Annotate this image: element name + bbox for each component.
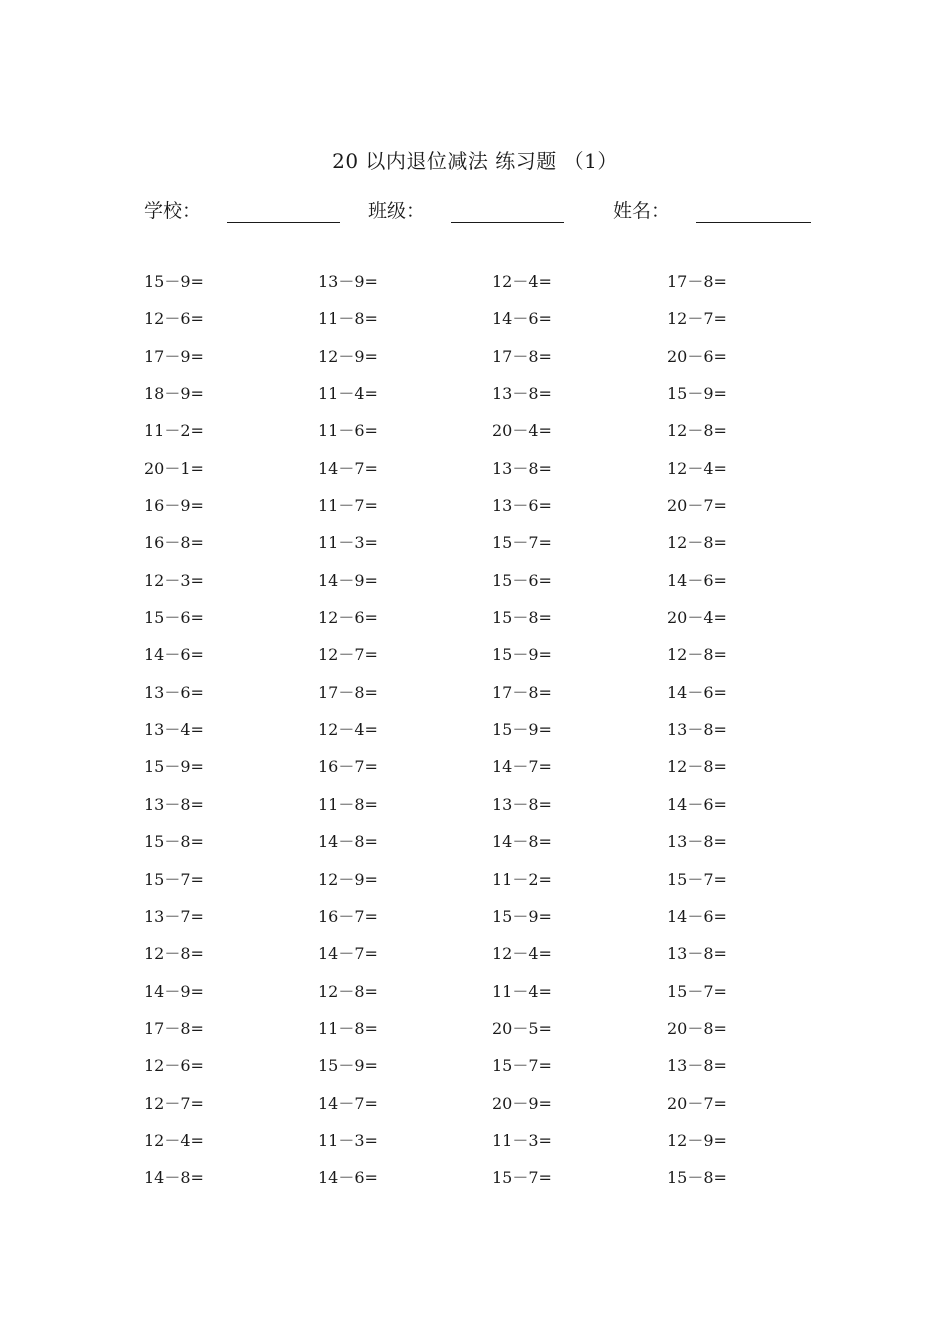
subtraction-problem: 13－8= xyxy=(492,458,552,478)
subtraction-problem: 15－9= xyxy=(318,1056,378,1076)
subtraction-problem: 14－8= xyxy=(492,832,552,852)
subtraction-problem: 15－9= xyxy=(492,906,552,926)
problem-row xyxy=(0,716,950,753)
subtraction-problem: 17－8= xyxy=(492,346,552,366)
subtraction-problem: 20－4= xyxy=(492,421,552,441)
class-field xyxy=(368,197,564,225)
subtraction-problem: 13－8= xyxy=(492,794,552,814)
subtraction-problem: 11－2= xyxy=(492,869,552,889)
subtraction-problem: 15－7= xyxy=(144,869,204,889)
subtraction-problem: 11－6= xyxy=(318,421,378,441)
problem-row xyxy=(0,866,950,903)
problem-row xyxy=(0,343,950,380)
subtraction-problem: 13－8= xyxy=(667,944,727,964)
subtraction-problem: 14－6= xyxy=(667,570,727,590)
problem-row xyxy=(0,1052,950,1089)
subtraction-problem: 12－7= xyxy=(144,1093,204,1113)
subtraction-problem: 20－7= xyxy=(667,496,727,516)
subtraction-problem: 13－8= xyxy=(144,794,204,814)
subtraction-problem: 20－5= xyxy=(492,1018,552,1038)
subtraction-problem: 13－6= xyxy=(492,496,552,516)
subtraction-problem: 13－9= xyxy=(318,272,378,291)
problem-row xyxy=(0,791,950,828)
subtraction-problem: 14－6= xyxy=(667,682,727,702)
subtraction-problem: 14－6= xyxy=(144,645,204,665)
problem-row xyxy=(0,753,950,790)
student-info-row xyxy=(0,197,950,231)
subtraction-problem: 15－7= xyxy=(492,1056,552,1076)
subtraction-problem: 12－9= xyxy=(318,346,378,366)
subtraction-problem: 20－8= xyxy=(667,1018,727,1038)
problem-row xyxy=(0,380,950,417)
subtraction-problem: 15－6= xyxy=(492,570,552,590)
subtraction-problem: 12－4= xyxy=(144,1130,204,1150)
problem-grid xyxy=(0,268,950,1202)
subtraction-problem: 17－8= xyxy=(667,272,727,291)
class-label: 班级： xyxy=(368,200,426,222)
subtraction-problem: 12－4= xyxy=(492,272,552,291)
subtraction-problem: 12－4= xyxy=(667,458,727,478)
subtraction-problem: 13－8= xyxy=(667,1056,727,1076)
subtraction-problem: 14－8= xyxy=(144,1168,204,1188)
subtraction-problem: 11－3= xyxy=(318,533,378,553)
problem-row xyxy=(0,455,950,492)
subtraction-problem: 14－6= xyxy=(318,1168,378,1188)
problem-row xyxy=(0,1127,950,1164)
class-blank-line[interactable] xyxy=(451,222,564,223)
subtraction-problem: 15－7= xyxy=(492,1168,552,1188)
problem-row xyxy=(0,268,950,305)
subtraction-problem: 16－9= xyxy=(144,496,204,516)
subtraction-problem: 11－8= xyxy=(318,794,378,814)
problem-row xyxy=(0,940,950,977)
name-blank-line[interactable] xyxy=(696,222,811,223)
subtraction-problem: 12－3= xyxy=(144,570,204,590)
subtraction-problem: 12－4= xyxy=(318,720,378,740)
name-label: 姓名： xyxy=(613,200,671,222)
problem-row xyxy=(0,417,950,454)
subtraction-problem: 15－9= xyxy=(492,645,552,665)
subtraction-problem: 14－7= xyxy=(318,1093,378,1113)
subtraction-problem: 11－8= xyxy=(318,1018,378,1038)
problem-row xyxy=(0,978,950,1015)
subtraction-problem: 18－9= xyxy=(144,384,204,404)
problem-row xyxy=(0,305,950,342)
subtraction-problem: 20－4= xyxy=(667,608,727,628)
subtraction-problem: 12－6= xyxy=(318,608,378,628)
subtraction-problem: 15－9= xyxy=(144,272,204,291)
subtraction-problem: 15－8= xyxy=(667,1168,727,1188)
school-label: 学校： xyxy=(144,200,202,222)
subtraction-problem: 11－4= xyxy=(318,384,378,404)
subtraction-problem: 12－8= xyxy=(144,944,204,964)
subtraction-problem: 12－8= xyxy=(667,533,727,553)
subtraction-problem: 15－9= xyxy=(667,384,727,404)
subtraction-problem: 13－6= xyxy=(144,682,204,702)
subtraction-problem: 15－7= xyxy=(667,869,727,889)
subtraction-problem: 12－6= xyxy=(144,1056,204,1076)
subtraction-problem: 16－8= xyxy=(144,533,204,553)
subtraction-problem: 15－8= xyxy=(144,832,204,852)
subtraction-problem: 11－2= xyxy=(144,421,204,441)
subtraction-problem: 17－8= xyxy=(318,682,378,702)
subtraction-problem: 14－6= xyxy=(667,794,727,814)
subtraction-problem: 11－8= xyxy=(318,309,378,329)
subtraction-problem: 15－8= xyxy=(492,608,552,628)
school-field xyxy=(144,197,340,225)
subtraction-problem: 14－9= xyxy=(144,981,204,1001)
problem-row xyxy=(0,567,950,604)
subtraction-problem: 13－8= xyxy=(492,384,552,404)
subtraction-problem: 17－9= xyxy=(144,346,204,366)
problem-row xyxy=(0,903,950,940)
subtraction-problem: 14－6= xyxy=(492,309,552,329)
subtraction-problem: 12－8= xyxy=(318,981,378,1001)
subtraction-problem: 12－8= xyxy=(667,645,727,665)
problem-row xyxy=(0,828,950,865)
subtraction-problem: 20－1= xyxy=(144,458,204,478)
page-title: 20 以内退位减法 练习题 （1） xyxy=(332,149,618,173)
problem-row xyxy=(0,641,950,678)
subtraction-problem: 16－7= xyxy=(318,757,378,777)
subtraction-problem: 12－9= xyxy=(318,869,378,889)
subtraction-problem: 11－3= xyxy=(492,1130,552,1150)
problem-row xyxy=(0,529,950,566)
subtraction-problem: 13－8= xyxy=(667,832,727,852)
subtraction-problem: 12－8= xyxy=(667,421,727,441)
subtraction-problem: 15－7= xyxy=(492,533,552,553)
subtraction-problem: 15－7= xyxy=(667,981,727,1001)
subtraction-problem: 12－8= xyxy=(667,757,727,777)
problem-row xyxy=(0,604,950,641)
subtraction-problem: 14－6= xyxy=(667,906,727,926)
subtraction-problem: 17－8= xyxy=(492,682,552,702)
subtraction-problem: 12－7= xyxy=(667,309,727,329)
name-field xyxy=(613,197,811,225)
subtraction-problem: 11－3= xyxy=(318,1130,378,1150)
subtraction-problem: 14－7= xyxy=(318,944,378,964)
subtraction-problem: 17－8= xyxy=(144,1018,204,1038)
subtraction-problem: 12－6= xyxy=(144,309,204,329)
problem-row xyxy=(0,1164,950,1201)
problem-row xyxy=(0,1090,950,1127)
subtraction-problem: 13－4= xyxy=(144,720,204,740)
subtraction-problem: 15－9= xyxy=(144,757,204,777)
subtraction-problem: 13－8= xyxy=(667,720,727,740)
subtraction-problem: 20－6= xyxy=(667,346,727,366)
subtraction-problem: 15－6= xyxy=(144,608,204,628)
subtraction-problem: 14－8= xyxy=(318,832,378,852)
subtraction-problem: 12－7= xyxy=(318,645,378,665)
subtraction-problem: 12－9= xyxy=(667,1130,727,1150)
subtraction-problem: 12－4= xyxy=(492,944,552,964)
subtraction-problem: 20－7= xyxy=(667,1093,727,1113)
problem-row xyxy=(0,679,950,716)
problem-row xyxy=(0,1015,950,1052)
school-blank-line[interactable] xyxy=(227,222,340,223)
subtraction-problem: 16－7= xyxy=(318,906,378,926)
subtraction-problem: 20－9= xyxy=(492,1093,552,1113)
subtraction-problem: 13－7= xyxy=(144,906,204,926)
problem-row xyxy=(0,492,950,529)
subtraction-problem: 14－7= xyxy=(492,757,552,777)
subtraction-problem: 15－9= xyxy=(492,720,552,740)
subtraction-problem: 11－4= xyxy=(492,981,552,1001)
subtraction-problem: 11－7= xyxy=(318,496,378,516)
subtraction-problem: 14－9= xyxy=(318,570,378,590)
subtraction-problem: 14－7= xyxy=(318,458,378,478)
